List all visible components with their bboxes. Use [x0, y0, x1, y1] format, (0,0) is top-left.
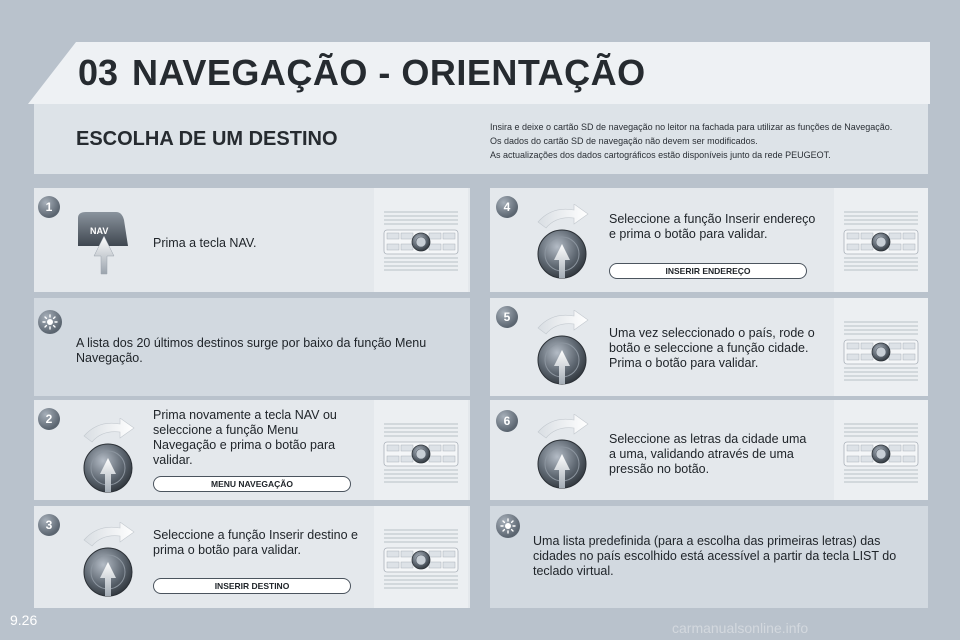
intro-line: Os dados do cartão SD de navegação não devem ser modificados.: [490, 136, 758, 146]
section-title: ESCOLHA DE UM DESTINO: [76, 128, 338, 150]
step-number-badge: 3: [38, 514, 60, 536]
radio-panel-thumbnail: [834, 188, 928, 292]
watermark: carmanualsonline.info: [672, 620, 809, 636]
tip-sun-icon: [496, 514, 520, 538]
step-1-text: Prima a tecla NAV.: [153, 236, 257, 250]
tip-1-text: A lista dos 20 últimos destinos surge por baixo da função Menu Navegação.: [76, 336, 427, 365]
intro-line: As actualizações dos dados cartográficos estão disponíveis junto da rede PEUGEOT.: [490, 150, 831, 160]
step-5-text: Uma vez seleccionado o país, rode o botão e seleccione a função cidade. Prima o botão para validar.: [609, 326, 815, 370]
step-3-text: Seleccione a função Inserir destino e prima o botão para validar.: [153, 528, 358, 557]
intro-line: Insira e deixe o cartão SD de navegação no leitor na fachada para utilizar as funções de Navegação.: [490, 122, 893, 132]
tip-2-text: Uma lista predefinida (para a escolha das primeiras letras) das cidades no país escolhido está acessível a partir da tecla LIST do teclado virtual.: [533, 534, 897, 578]
inserir-destino-label: INSERIR DESTINO: [153, 578, 351, 594]
tip-sun-icon: [38, 310, 62, 334]
step-number-badge: 4: [496, 196, 518, 218]
step-number-badge: 6: [496, 410, 518, 432]
rotary-knob-icon: [80, 522, 144, 603]
rotary-knob-icon: [534, 310, 598, 391]
page-title: NAVEGAÇÃO - ORIENTAÇÃO: [132, 52, 646, 93]
rotary-knob-icon: [80, 418, 144, 499]
nav-key-label: NAV: [90, 226, 109, 236]
nav-key-icon: [76, 210, 136, 281]
radio-panel-thumbnail: [374, 188, 468, 292]
chapter-number: 03: [78, 52, 119, 93]
intro-text: [490, 120, 920, 162]
step-number-badge: 1: [38, 196, 60, 218]
menu-navegacao-label: MENU NAVEGAÇÃO: [153, 476, 351, 492]
page-number: 9.26: [10, 612, 38, 628]
radio-panel-thumbnail: [374, 506, 468, 608]
step-2-text: Prima novamente a tecla NAV ou seleccione a função Menu Navegação e prima o botão para validar.: [153, 408, 337, 467]
inserir-endereco-label: INSERIR ENDEREÇO: [609, 263, 807, 279]
step-number-badge: 5: [496, 306, 518, 328]
rotary-knob-icon: [534, 414, 598, 495]
step-4-text: Seleccione a função Inserir endereço e prima o botão para validar.: [609, 212, 816, 241]
radio-panel-thumbnail: [834, 400, 928, 500]
step-number-badge: 2: [38, 408, 60, 430]
radio-panel-thumbnail: [374, 400, 468, 500]
step-6-text: Seleccione as letras da cidade uma a uma, validando através de uma pressão no botão.: [609, 432, 807, 476]
radio-panel-thumbnail: [834, 298, 928, 396]
rotary-knob-icon: [534, 204, 598, 285]
